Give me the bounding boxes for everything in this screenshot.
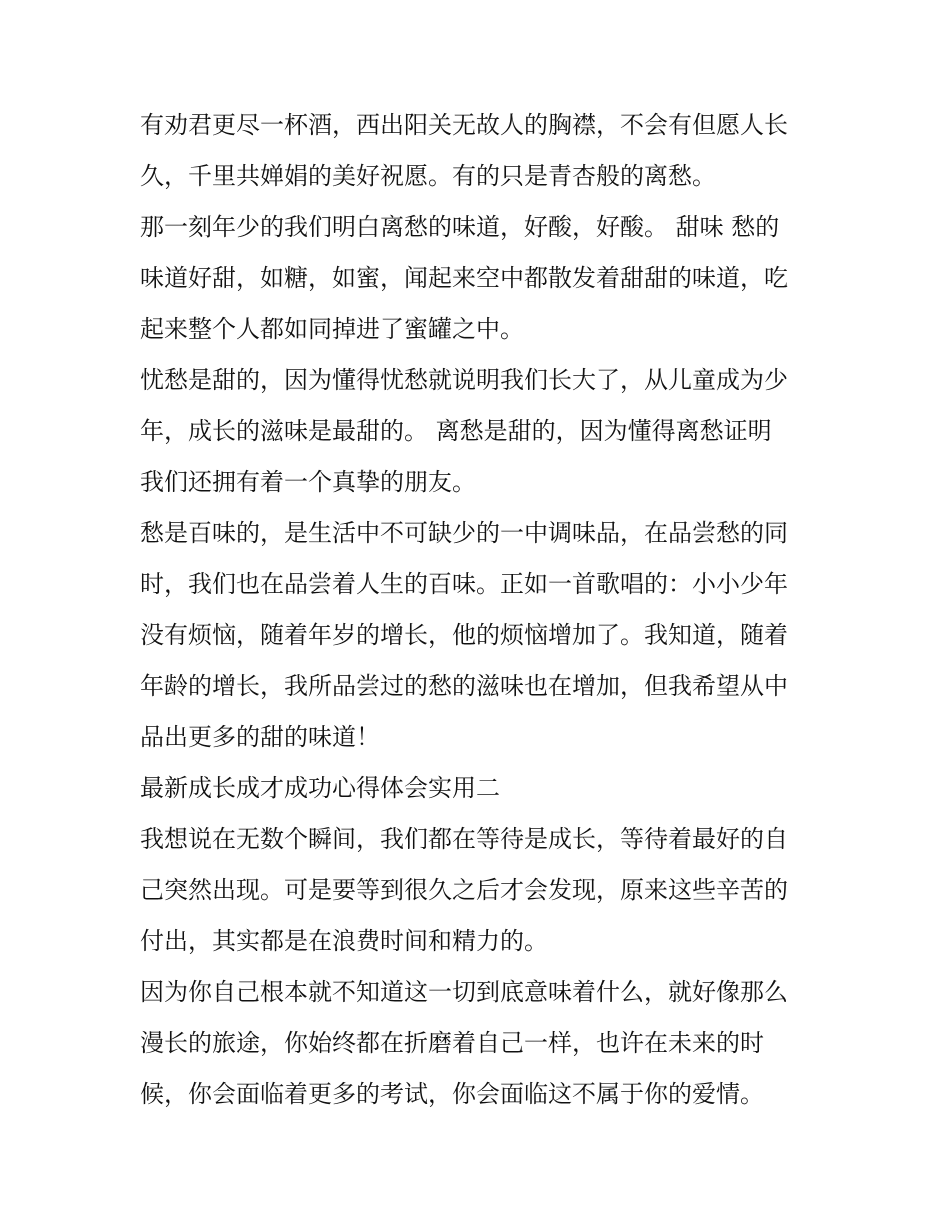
text-line: 因为你自己根本就不知道这一切到底意味着什么，就好像那么 [140, 978, 788, 1006]
text-line: 漫长的旅途，你始终都在折磨着自己一样，也许在未来的时 [140, 1029, 764, 1057]
text-line: 没有烦恼，随着年岁的增长，他的烦恼增加了。我知道，随着 [140, 621, 788, 649]
heading-line: 最新成长成才成功心得体会实用二 [140, 774, 500, 802]
text-line: 味道好甜，如糖，如蜜，闻起来空中都散发着甜甜的味道，吃 [140, 264, 788, 292]
paragraph-6 [140, 814, 830, 967]
text-line: 久，千里共婵娟的美好祝愿。有的只是青杏般的离愁。 [140, 162, 716, 190]
text-line: 忧愁是甜的，因为懂得忧愁就说明我们长大了，从儿童成为少 [140, 366, 788, 394]
text-line: 年龄的增长，我所品尝过的愁的滋味也在增加，但我希望从中 [140, 672, 788, 700]
paragraph-2 [140, 202, 830, 355]
text-line: 年，成长的滋味是最甜的。 离愁是甜的，因为懂得离愁证明 [140, 417, 772, 445]
text-line: 我想说在无数个瞬间，我们都在等待是成长，等待着最好的自 [140, 825, 788, 853]
text-line: 那一刻年少的我们明白离愁的味道，好酸，好酸。 甜味 愁的 [140, 213, 780, 241]
text-line: 起来整个人都如同掉进了蜜罐之中。 [140, 315, 524, 343]
text-line: 己突然出现。可是要等到很久之后才会发现，原来这些辛苦的 [140, 876, 788, 904]
text-line: 候，你会面临着更多的考试，你会面临这不属于你的爱情。 [140, 1080, 764, 1108]
text-line: 时，我们也在品尝着人生的百味。正如一首歌唱的：小小少年 [140, 570, 788, 598]
paragraph-7 [140, 967, 830, 1120]
paragraph-3 [140, 355, 830, 508]
paragraph-1 [140, 100, 830, 202]
text-line: 我们还拥有着一个真挚的朋友。 [140, 468, 476, 496]
text-line: 付出，其实都是在浪费时间和精力的。 [140, 927, 548, 955]
text-line: 品出更多的甜的味道！ [140, 723, 380, 751]
text-line: 愁是百味的，是生活中不可缺少的一中调味品，在品尝愁的同 [140, 519, 788, 547]
section-heading [140, 763, 830, 814]
text-line: 有劝君更尽一杯酒，西出阳关无故人的胸襟，不会有但愿人长 [140, 111, 788, 139]
paragraph-4 [140, 508, 830, 763]
document-body [140, 100, 830, 1120]
